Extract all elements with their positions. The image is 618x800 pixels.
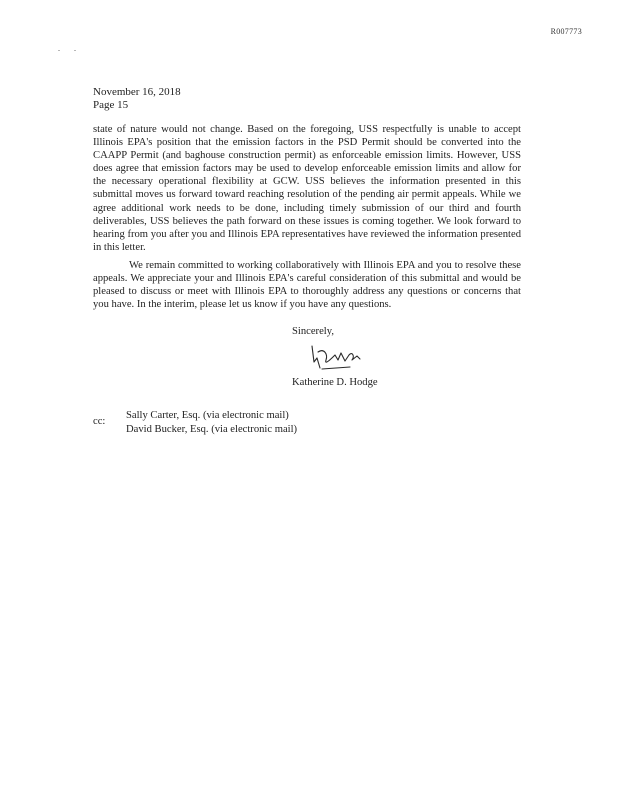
body-paragraph-1-text: state of nature would not change. Based on the foregoing, USS respectfully is unable to accept Illinois EPA's position that the emission factors in the PSD Permit should be converted into the CAAPP Permit (and baghouse construction permit) as enforceable emission limits. However, USS does agree that emission factors may be used to develop enforceable emission limits and allow for the necessary operational flexibility at GCW. USS believes the information presented in this submittal moves us forward toward reaching resolution of the pending air permit appeals. While we agree additional work needs to be done, including timely submission of our third and fourth deliverables, USS believes the path forward on these issues is coming together. We look forward to hearing from you after you and Illinois EPA representatives have reviewed the information presented in this letter. <box>93 124 521 253</box>
cc-label: cc: <box>93 416 106 427</box>
cc-recipient-list <box>126 409 297 437</box>
signer-name: Katherine D. Hodge <box>292 377 378 388</box>
cc-recipient-2: David Bucker, Esq. (via electronic mail) <box>126 424 298 435</box>
bates-number: R007773 <box>550 27 582 36</box>
body-paragraph-2-text: We remain committed to working collaboratively with Illinois EPA and you to resolve these appeals. We appreciate your and Illinois EPA's careful consideration of this submittal and would be pleased to discuss or meet with Illinois EPA to thoroughly address any questions or concerns that you have. In the interim, please let us know if you have any questions. <box>93 260 521 311</box>
page-number: Page 15 <box>93 99 129 111</box>
scan-speck-marks: . . <box>58 44 82 53</box>
body-paragraph-1 <box>93 123 521 254</box>
handwritten-signature <box>308 338 368 374</box>
closing-salutation: Sincerely, <box>292 326 334 337</box>
letter-date: November 16, 2018 <box>93 86 181 98</box>
cc-recipient-1: Sally Carter, Esq. (via electronic mail) <box>126 410 289 421</box>
body-paragraph-2 <box>93 259 521 311</box>
